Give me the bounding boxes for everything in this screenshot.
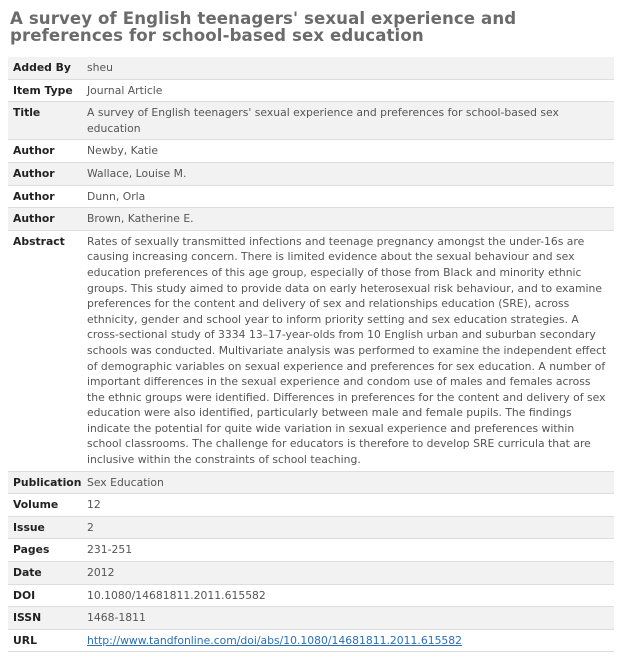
field-label: Issue xyxy=(13,520,45,534)
row-issue xyxy=(8,516,614,539)
item-metadata-table xyxy=(8,57,614,652)
row-date xyxy=(8,562,614,585)
volume-value: 12 xyxy=(87,498,101,512)
added-by-value: sheu xyxy=(87,61,113,74)
doi-value: 10.1080/14681811.2011.615582 xyxy=(87,588,266,602)
page-title: A survey of English teenagers' sexual experience and preferences for school-based sex education xyxy=(10,9,517,45)
field-label: Abstract xyxy=(13,234,65,248)
field-label: Date xyxy=(13,566,42,580)
field-label: Volume xyxy=(13,498,59,512)
author-value: Brown, Katherine E. xyxy=(87,212,194,226)
row-author xyxy=(8,208,614,231)
pages-value: 231-251 xyxy=(87,543,133,557)
field-label: URL xyxy=(13,633,37,647)
date-value: 2012 xyxy=(87,566,115,580)
row-url xyxy=(8,629,614,652)
field-label: Item Type xyxy=(13,83,73,97)
field-label: Publication xyxy=(13,475,82,489)
row-title xyxy=(8,102,614,140)
issn-value: 1468-1811 xyxy=(87,611,146,625)
row-doi xyxy=(8,584,614,607)
field-label: Added By xyxy=(13,61,71,74)
row-pages xyxy=(8,539,614,562)
author-value: Dunn, Orla xyxy=(87,189,146,203)
row-item-type xyxy=(8,79,614,102)
field-label: Author xyxy=(13,189,55,203)
abstract-value: Rates of sexually transmitted infections and teenage pregnancy amongst the under-16s are causing increasing concern. There is limited evidence about the sexual behaviour and sex education preferences of this age group, especially of those from Black and minority ethnic groups. This study aimed to provide data on early heterosexual risk behaviour, and to examine preferences for the content and delivery of sex and relationships education (SRE), across ethnicity, gender and school year to inform priority setting and sex education strategies. A cross-sectional study of 3334 13–17-year-olds from 10 English urban and suburban secondary schools was conducted. Multivariate analysis was performed to examine the independent effect of demographic variables on sexual experience and preferences for sex education. A number of important differences in the sexual experience and condom use of males and females across the ethnic groups were identified. Differences in preferences for the content and delivery of sex education were also identified, particularly between male and female pupils. The findings indicate the potential for quite wide variation in sexual experience and preferences within school classrooms. The challenge for educators is therefore to develop SRE curricula that are inclusive within the constraints of school teaching. xyxy=(87,234,607,467)
row-volume xyxy=(8,494,614,517)
item-type-value: Journal Article xyxy=(87,83,163,97)
field-label: Author xyxy=(13,166,55,180)
row-issn xyxy=(8,607,614,630)
row-author xyxy=(8,162,614,185)
field-label: DOI xyxy=(13,588,36,602)
issue-value: 2 xyxy=(87,520,94,534)
field-label: Title xyxy=(13,106,41,120)
field-label: Author xyxy=(13,212,55,226)
author-value: Newby, Katie xyxy=(87,144,159,158)
row-author xyxy=(8,185,614,208)
url-link[interactable]: http://www.tandfonline.com/doi/abs/10.1080/14681811.2011.615582 xyxy=(87,633,463,647)
row-added-by xyxy=(8,57,614,79)
title-value: A survey of English teenagers' sexual experience and preferences for school-based sex education xyxy=(87,106,559,135)
row-publication xyxy=(8,471,614,494)
field-label: ISSN xyxy=(13,611,42,625)
field-label: Author xyxy=(13,144,55,158)
field-label: Pages xyxy=(13,543,50,557)
row-author xyxy=(8,140,614,163)
publication-value: Sex Education xyxy=(87,475,164,489)
author-value: Wallace, Louise M. xyxy=(87,166,187,180)
row-abstract xyxy=(8,230,614,471)
